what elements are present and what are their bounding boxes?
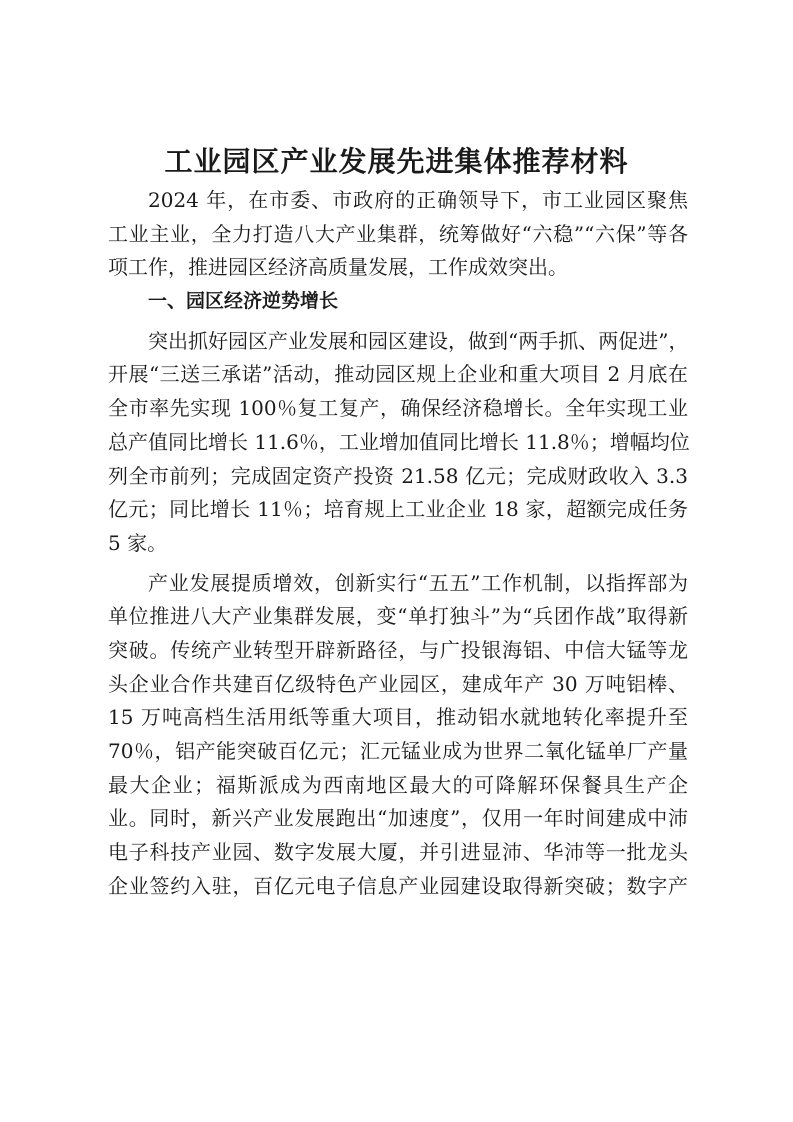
text-line: 企业签约入驻，百亿元电子信息产业园建设取得新突破；数字产 [108, 873, 688, 898]
document-title: 工业园区产业发展先进集体推荐材料 [164, 145, 629, 178]
text-line: 业。同时，新兴产业发展跑出“加速度”，仅用一年时间建成中沛 [108, 806, 688, 831]
text-line: 开展“三送三承诺”活动，推动园区规上企业和重大项目 2 月底在 [108, 362, 688, 387]
text-line: 头企业合作共建百亿级特色产业园区，建成年产 30 万吨铝棒、 [108, 671, 688, 696]
text-line: 工业主业，全力打造八大产业集群，统筹做好“六稳”“六保”等各 [108, 221, 688, 246]
text-line: 突破。传统产业转型开辟新路径，与广投银海铝、中信大锰等龙 [108, 637, 688, 662]
paragraph-growth [108, 325, 688, 561]
text-line: 单位推进八大产业集群发展，变“单打独斗”为“兵团作战”取得新 [108, 604, 688, 629]
text-line: 总产值同比增长 11.6％，工业增加值同比增长 11.8％；增幅均位 [108, 429, 690, 454]
text-line: 5 家。 [108, 530, 168, 555]
document-body [108, 184, 688, 903]
section-heading: 一、园区经济逆势增长 [148, 290, 339, 313]
text-line: 突出抓好园区产业发展和园区建设，做到“两手抓、两促进”， [148, 328, 689, 353]
text-line: 项工作，推进园区经济高质量发展，工作成效突出。 [108, 255, 568, 280]
text-line: 2024 年，在市委、市政府的正确领导下，市工业园区聚焦 [148, 188, 688, 212]
text-line: 15 万吨高档生活用纸等重大项目，推动铝水就地转化率提升至 [108, 705, 688, 730]
text-line: 电子科技产业园、数字发展大厦，并引进显沛、华沛等一批龙头 [108, 840, 688, 865]
paragraph-industry [108, 567, 688, 904]
text-line: 亿元；同比增长 11％；培育规上工业企业 18 家，超额完成任务 [108, 497, 688, 522]
paragraph-intro [108, 184, 688, 285]
text-line: 最大企业；福斯派成为西南地区最大的可降解环保餐具生产企 [108, 772, 688, 797]
text-line: 全市率先实现 100％复工复产，确保经济稳增长。全年实现工业 [108, 396, 688, 421]
text-line: 产业发展提质增效，创新实行“五五”工作机制，以指挥部为 [148, 570, 688, 595]
text-line: 70％，铝产能突破百亿元；汇元锰业成为世界二氧化锰单厂产量 [108, 739, 688, 763]
text-line: 列全市前列；完成固定资产投资 21.58 亿元；完成财政收入 3.3 [108, 463, 688, 488]
